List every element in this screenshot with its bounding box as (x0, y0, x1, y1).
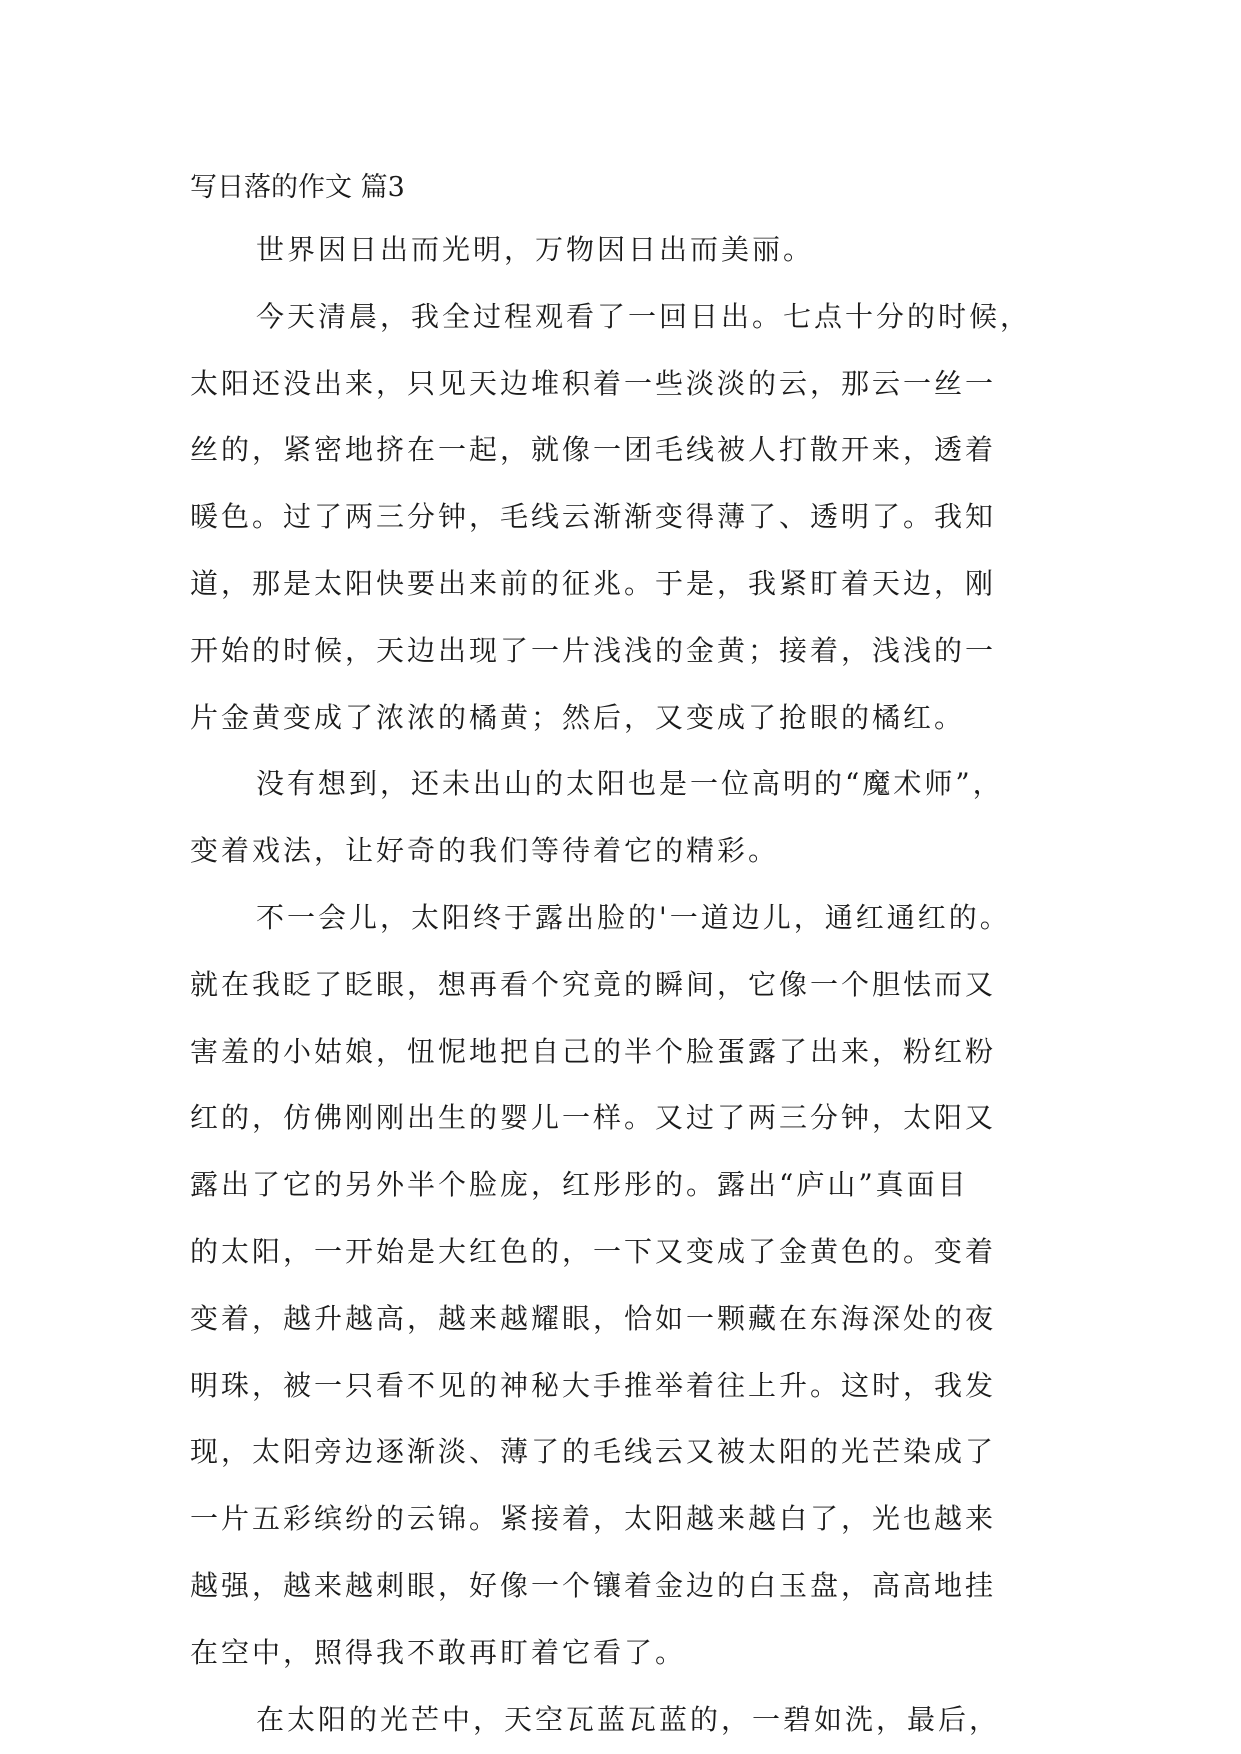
text-line: 世界因日出而光明，万物因日出而美丽。 (256, 233, 815, 266)
text-line: 在空中，照得我不敢再盯着它看了。 (190, 1635, 687, 1669)
text-line: 害羞的小姑娘，忸怩地把自己的半个脸蛋露了出来，粉红粉 (190, 1034, 997, 1068)
text-line: 的太阳，一开始是大红色的，一下又变成了金黄色的。变着 (190, 1234, 997, 1268)
text-line: 在太阳的光芒中，天空瓦蓝瓦蓝的，一碧如洗，最后， (256, 1702, 1001, 1736)
document-title: 写日落的作文 篇3 (190, 172, 405, 203)
text-line: 越强，越来越刺眼，好像一个镶着金边的白玉盘，高高地挂 (190, 1568, 997, 1602)
text-line: 道，那是太阳快要出来前的征兆。于是，我紧盯着天边，刚 (190, 566, 997, 600)
text-line: 片金黄变成了浓浓的橘黄；然后，又变成了抢眼的橘红。 (190, 700, 966, 734)
text-line: 变着戏法，让好奇的我们等待着它的精彩。 (190, 834, 780, 868)
text-line: 红的，仿佛刚刚出生的婴儿一样。又过了两三分钟，太阳又 (190, 1101, 997, 1135)
text-line: 今天清晨，我全过程观看了一回日出。七点十分的时候， (256, 299, 1032, 333)
text-line: 不一会儿，太阳终于露出脸的'一道边儿，通红通红的。 (256, 900, 1011, 934)
text-line: 明珠，被一只看不见的神秘大手推举着往上升。这时，我发 (190, 1368, 997, 1402)
text-line: 变着，越升越高，越来越耀眼，恰如一颗藏在东海深处的夜 (190, 1301, 997, 1335)
document-body (190, 217, 1060, 1753)
text-line: 没有想到，还未出山的太阳也是一位高明的“魔术师”， (256, 767, 1004, 801)
text-line: 开始的时候，天边出现了一片浅浅的金黄；接着，浅浅的一 (190, 633, 997, 667)
text-line: 现，太阳旁边逐渐淡、薄了的毛线云又被太阳的光芒染成了 (190, 1435, 997, 1469)
text-line: 丝的，紧密地挤在一起，就像一团毛线被人打散开来，透着 (190, 433, 997, 467)
text-line: 一片五彩缤纷的云锦。紧接着，太阳越来越白了，光也越来 (190, 1502, 997, 1536)
text-line: 暖色。过了两三分钟，毛线云渐渐变得薄了、透明了。我知 (190, 500, 997, 534)
text-line: 太阳还没出来，只见天边堆积着一些淡淡的云，那云一丝一 (190, 366, 997, 400)
text-line: 露出了它的另外半个脸庞，红彤彤的。露出“庐山”真面目 (190, 1168, 969, 1202)
text-line: 就在我眨了眨眼，想再看个究竟的瞬间，它像一个胆怯而又 (190, 967, 997, 1001)
